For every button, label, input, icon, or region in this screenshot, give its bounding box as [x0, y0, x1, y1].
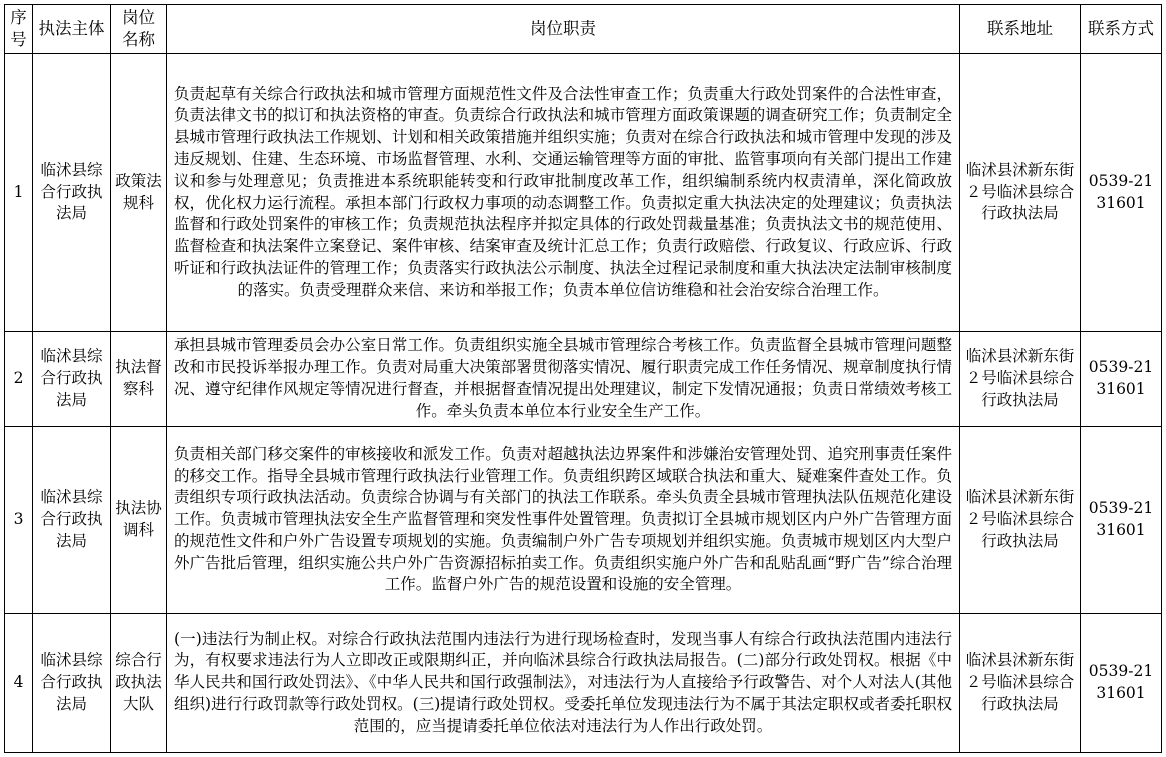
header-address: 联系地址 [960, 5, 1081, 54]
row-agency: 临沭县综合行政执法局 [33, 427, 111, 614]
header-duties: 岗位职责 [167, 5, 960, 54]
row-serial-no: 1 [5, 54, 33, 332]
row-contact: 0539-2131601 [1081, 54, 1162, 332]
row-position: 综合行政执法大队 [111, 614, 167, 753]
table-row [5, 614, 1162, 753]
row-address: 临沭县沭新东街２号临沭县综合行政执法局 [960, 614, 1081, 753]
row-agency: 临沭县综合行政执法局 [33, 332, 111, 427]
row-duties: 承担县城市管理委员会办公室日常工作。负责组织实施全县城市管理综合考核工作。负责监督全县城市管理问题整改和市民投诉举报办理工作。负责对局重大决策部署贯彻落实情况、履行职责完成工作任务情况、规章制度执行情况、遵守纪律作风规定等情况进行督查，并根据督查情况提出处理建议，制定下发情况通报；负责日常绩效考核工作。牵头负责本单位本行业安全生产工作。 [167, 332, 960, 427]
row-serial-no: 3 [5, 427, 33, 614]
row-address: 临沭县沭新东街２号临沭县综合行政执法局 [960, 332, 1081, 427]
row-duties: (一)违法行为制止权。对综合行政执法范围内违法行为进行现场检查时，发现当事人有综合行政执法范围内违法行为，有权要求违法行为人立即改正或限期纠正，并向临沭县综合行政执法局报告。(二)部分行政处罚权。根据《中华人民共和国行政处罚法》、《中华人民共和国行政强制法》，对违法行为人直接给予行政警告、对个人对法人(其他组织)进行行政罚款等行政处罚权。(三)提请行政处罚权。受委托单位发现违法行为不属于其法定职权或者委托职权范围的，应当提请委托单位依法对违法行为人作出行政处罚。 [167, 614, 960, 753]
row-serial-no: 4 [5, 614, 33, 753]
row-agency: 临沭县综合行政执法局 [33, 614, 111, 753]
row-position: 执法协调科 [111, 427, 167, 614]
row-duties: 负责相关部门移交案件的审核接收和派发工作。负责对超越执法边界案件和涉嫌治安管理处罚、追究刑事责任案件的移交工作。指导全县城市管理行政执法行业管理工作。负责组织跨区域联合执法和重大、疑难案件查处工作。负责组织专项行政执法活动。负责综合协调与有关部门的执法工作联系。牵头负责全县城市管理执法队伍规范化建设工作。负责城市管理执法安全生产监督管理和突发性事件处置管理。负责拟订全县城市规划区内户外广告管理方面的规范性文件和户外广告设置专项规划的实施。负责编制户外广告专项规划并组织实施。负责城市规划区内大型户外广告批后管理，组织实施公共户外广告资源招标拍卖工作。负责组织实施户外广告和乱贴乱画“野广告”综合治理工作。监督户外广告的规范设置和设施的安全管理。 [167, 427, 960, 614]
row-contact: 0539-2131601 [1081, 614, 1162, 753]
header-position: 岗位名称 [111, 5, 167, 54]
row-position: 政策法规科 [111, 54, 167, 332]
row-position: 执法督察科 [111, 332, 167, 427]
header-agency: 执法主体 [33, 5, 111, 54]
table-row [5, 427, 1162, 614]
row-address: 临沭县沭新东街２号临沭县综合行政执法局 [960, 427, 1081, 614]
row-agency: 临沭县综合行政执法局 [33, 54, 111, 332]
row-contact: 0539-2131601 [1081, 427, 1162, 614]
row-address: 临沭县沭新东街２号临沭县综合行政执法局 [960, 54, 1081, 332]
table-row [5, 54, 1162, 332]
header-contact: 联系方式 [1081, 5, 1162, 54]
row-contact: 0539-2131601 [1081, 332, 1162, 427]
row-duties: 负责起草有关综合行政执法和城市管理方面规范性文件及合法性审查工作；负责重大行政处罚案件的合法性审查，负责法律文书的拟订和执法资格的审查。负责综合行政执法和城市管理方面政策课题的调查研究工作；负责制定全县城市管理行政执法工作规划、计划和相关政策措施并组织实施；负责对在综合行政执法和城市管理中发现的涉及违反规划、住建、生态环境、市场监督管理、水利、交通运输管理等方面的审批、监管事项向有关部门提出工作建议和参与处理意见；负责推进本系统职能转变和行政审批制度改革工作，组织编制系统内权责清单，深化简政放权，优化权力运行流程。承担本部门行政权力事项的动态调整工作。负责拟定重大执法决定的处理建议；负责执法监督和行政处罚案件的审核工作；负责规范执法程序并拟定具体的行政处罚裁量基准；负责执法文书的规范使用、监督检查和执法案件立案登记、案件审核、结案审查及统计汇总工作；负责行政赔偿、行政复议、行政应诉、行政听证和行政执法证件的管理工作；负责落实行政执法公示制度、执法全过程记录制度和重大执法决定法制审核制度的落实。负责受理群众来信、来访和举报工作；负责本单位信访维稳和社会治安综合治理工作。 [167, 54, 960, 332]
header-serial-no: 序号 [5, 5, 33, 54]
table-header-row [5, 5, 1162, 54]
row-serial-no: 2 [5, 332, 33, 427]
duty-table [4, 4, 1162, 753]
table-row [5, 332, 1162, 427]
